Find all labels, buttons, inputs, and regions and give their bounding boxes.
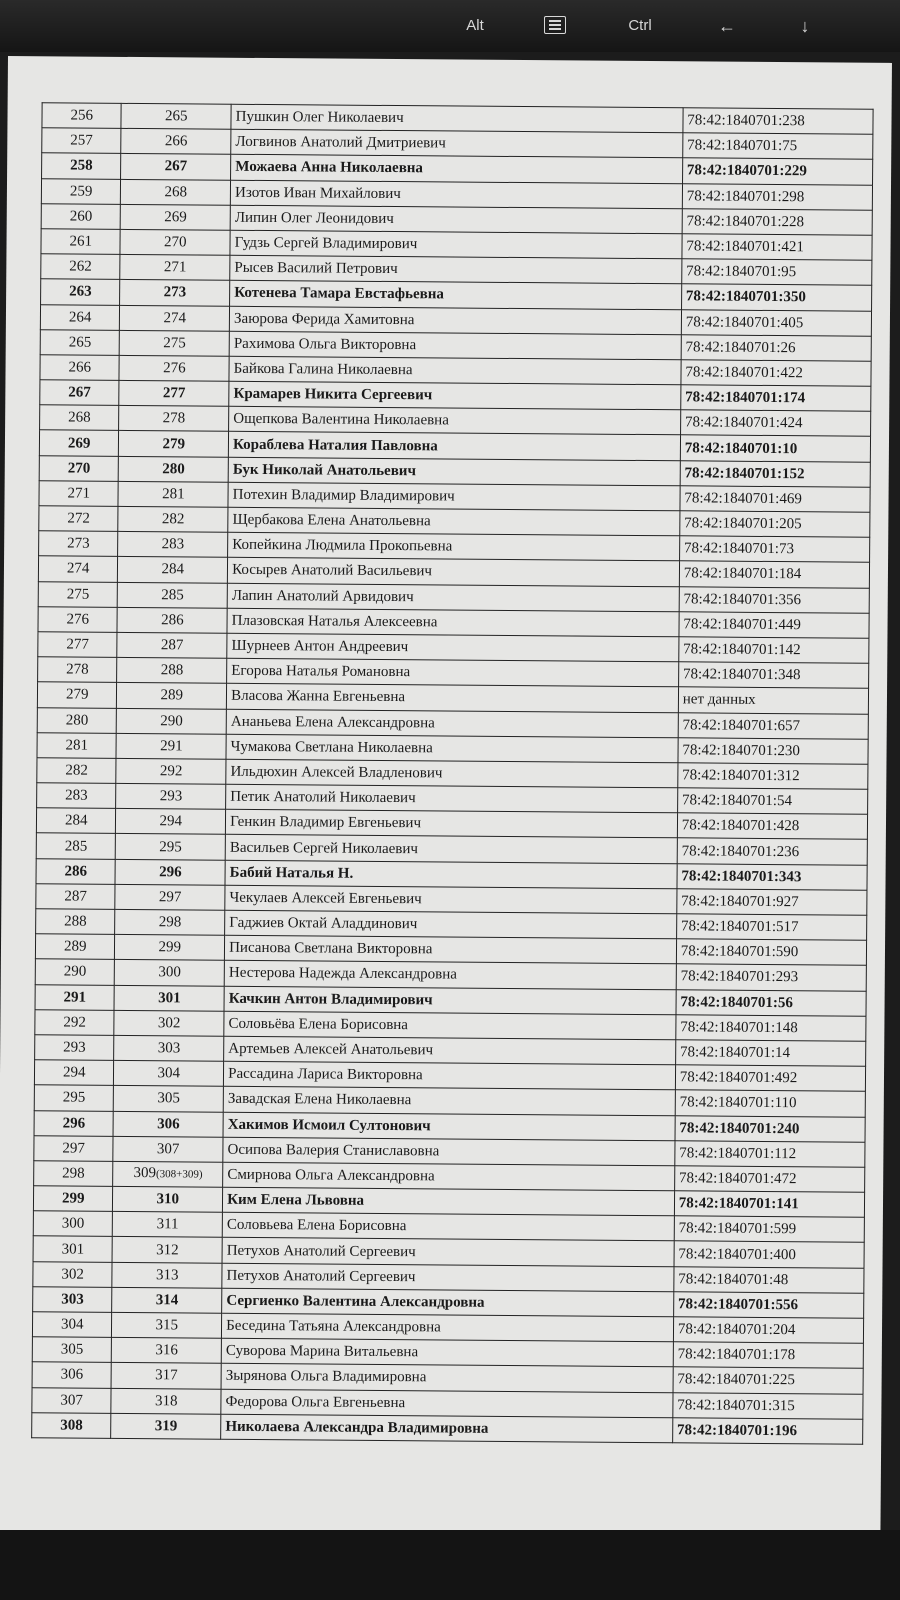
row-index-cell: 283 <box>37 783 117 809</box>
alt-key: Alt <box>466 17 484 34</box>
cadastral-number-cell: 78:42:1840701:110 <box>675 1090 865 1117</box>
cadastral-number-cell: 78:42:1840701:14 <box>675 1040 865 1067</box>
owner-name-cell: Ким Елена Львовна <box>223 1187 675 1216</box>
row-index-cell: 258 <box>42 153 122 179</box>
row-index-cell: 308 <box>32 1412 112 1438</box>
owner-name-cell: Чекулаев Алексей Евгеньевич <box>225 885 677 914</box>
plot-number-cell: 276 <box>119 355 229 381</box>
owner-name-cell: Рассадина Лариса Викторовна <box>224 1061 676 1090</box>
row-index-cell: 278 <box>38 657 118 683</box>
owner-name-cell: Писанова Светлана Викторовна <box>225 935 677 964</box>
plot-number-cell: 281 <box>118 481 228 507</box>
background-surface <box>0 1530 900 1600</box>
owner-name-cell: Хакимов Исмоил Султонович <box>223 1112 675 1141</box>
cadastral-number-cell: нет данных <box>678 687 868 714</box>
cadastral-number-cell: 78:42:1840701:48 <box>674 1266 864 1293</box>
cadastral-number-cell: 78:42:1840701:54 <box>677 788 867 815</box>
row-index-cell: 275 <box>38 581 118 607</box>
row-index-cell: 298 <box>34 1161 114 1187</box>
row-index-cell: 296 <box>34 1110 114 1136</box>
arrow-down-key: ↓ <box>800 16 810 36</box>
owner-name-cell: Кораблева Наталия Павловна <box>228 432 680 461</box>
plot-number-cell: 277 <box>119 380 229 406</box>
owner-name-cell: Качкин Антон Владимирович <box>224 986 676 1015</box>
cadastral-number-cell: 78:42:1840701:405 <box>681 309 871 336</box>
cadastral-number-cell: 78:42:1840701:152 <box>680 460 870 487</box>
owner-name-cell: Нестерова Надежда Александровна <box>224 961 676 990</box>
plot-number-cell: 297 <box>115 884 225 910</box>
cadastral-number-cell: 78:42:1840701:230 <box>678 737 868 764</box>
cadastral-number-cell: 78:42:1840701:298 <box>682 183 872 210</box>
cadastral-number-cell: 78:42:1840701:348 <box>678 662 868 689</box>
owner-name-cell: Смирнова Ольга Александровна <box>223 1162 675 1191</box>
cadastral-number-cell: 78:42:1840701:312 <box>678 763 868 790</box>
row-index-cell: 301 <box>33 1236 113 1262</box>
owner-name-cell: Беседина Татьяна Александровна <box>222 1313 674 1342</box>
plot-number-cell: 290 <box>117 708 227 734</box>
plot-number-cell: 268 <box>121 179 231 205</box>
plot-number-cell: 316 <box>112 1338 222 1364</box>
cadastral-number-cell: 78:42:1840701:10 <box>680 435 870 462</box>
plot-number-cell: 303 <box>114 1035 224 1061</box>
owner-name-cell: Щербакова Елена Анатольевна <box>228 507 680 536</box>
plot-number-cell: 275 <box>120 330 230 356</box>
owner-name-cell: Лапин Анатолий Арвидович <box>227 583 679 612</box>
cadastral-number-cell: 78:42:1840701:424 <box>680 410 870 437</box>
plot-number-cell: 278 <box>119 406 229 432</box>
plot-number-cell: 283 <box>118 532 228 558</box>
plot-number-cell: 307 <box>113 1136 223 1162</box>
cadastral-number-cell: 78:42:1840701:148 <box>676 1015 866 1042</box>
row-index-cell: 289 <box>35 934 115 960</box>
owner-name-cell: Соловьёва Елена Борисовна <box>224 1011 676 1040</box>
cadastral-number-cell: 78:42:1840701:236 <box>677 838 867 865</box>
owner-name-cell: Пушкин Олег Николаевич <box>231 104 683 133</box>
owner-name-cell: Ощепкова Валентина Николаевна <box>229 406 681 435</box>
cadastral-number-cell: 78:42:1840701:590 <box>676 939 866 966</box>
plot-number-cell: 287 <box>117 632 227 658</box>
plot-number-cell: 288 <box>117 658 227 684</box>
plot-number-cell: 289 <box>117 683 227 709</box>
cadastral-number-cell: 78:42:1840701:238 <box>683 108 873 135</box>
plot-number-cell: 309(308+309) <box>113 1161 223 1187</box>
cadastral-number-cell: 78:42:1840701:517 <box>676 914 866 941</box>
owner-name-cell: Сергиенко Валентина Александровна <box>222 1288 674 1317</box>
row-index-cell: 271 <box>39 481 119 507</box>
row-index-cell: 256 <box>42 103 122 129</box>
owner-name-cell: Васильев Сергей Николаевич <box>225 835 677 864</box>
owner-name-cell: Липин Олег Леонидович <box>230 205 682 234</box>
plot-number-cell: 292 <box>116 758 226 784</box>
cadastral-number-cell: 78:42:1840701:141 <box>674 1191 864 1218</box>
cadastral-number-cell: 78:42:1840701:196 <box>672 1418 862 1445</box>
owner-name-cell: Косырев Анатолий Васильевич <box>227 558 679 587</box>
plot-number-cell: 319 <box>111 1413 221 1439</box>
owner-name-cell: Плазовская Наталья Алексеевна <box>227 608 679 637</box>
owner-name-cell: Гудзь Сергей Владимирович <box>230 230 682 259</box>
owner-name-cell: Петик Анатолий Николаевич <box>226 784 678 813</box>
row-index-cell: 268 <box>40 405 120 431</box>
row-index-cell: 293 <box>35 1035 115 1061</box>
owner-name-cell: Чумакова Светлана Николаевна <box>226 734 678 763</box>
plot-number-cell: 294 <box>116 809 226 835</box>
cadastral-number-cell: 78:42:1840701:229 <box>682 158 872 185</box>
row-index-cell: 274 <box>38 556 118 582</box>
owner-name-cell: Рахимова Ольга Викторовна <box>229 331 681 360</box>
cadastral-number-cell: 78:42:1840701:449 <box>679 612 869 639</box>
row-index-cell: 295 <box>34 1085 114 1111</box>
owner-name-cell: Бук Николай Анатольевич <box>228 457 680 486</box>
row-index-cell: 262 <box>41 254 121 280</box>
menu-key-icon <box>540 12 570 40</box>
row-index-cell: 287 <box>36 884 116 910</box>
row-index-cell: 280 <box>37 707 117 733</box>
plot-number-cell: 267 <box>121 154 231 180</box>
owner-name-cell: Николаева Александра Владимировна <box>221 1414 673 1443</box>
row-index-cell: 300 <box>33 1211 113 1237</box>
cadastral-number-cell: 78:42:1840701:599 <box>674 1216 864 1243</box>
row-index-cell: 305 <box>32 1337 112 1363</box>
merged-plots-note: (308+309) <box>155 1168 203 1182</box>
cadastral-number-cell: 78:42:1840701:112 <box>675 1140 865 1167</box>
row-index-cell: 259 <box>41 178 121 204</box>
cadastral-number-cell: 78:42:1840701:228 <box>682 209 872 236</box>
plot-number-cell: 301 <box>114 985 224 1011</box>
row-index-cell: 273 <box>39 531 119 557</box>
cadastral-number-cell: 78:42:1840701:422 <box>681 360 871 387</box>
cadastral-number-cell: 78:42:1840701:492 <box>675 1065 865 1092</box>
row-index-cell: 261 <box>41 229 121 255</box>
row-index-cell: 270 <box>39 455 119 481</box>
plot-number-cell: 284 <box>118 557 228 583</box>
row-index-cell: 297 <box>34 1135 114 1161</box>
owners-table <box>31 102 873 1444</box>
owner-name-cell: Осипова Валерия Станиславовна <box>223 1137 675 1166</box>
row-index-cell: 284 <box>36 808 116 834</box>
cadastral-number-cell: 78:42:1840701:204 <box>673 1317 863 1344</box>
row-index-cell: 264 <box>40 304 120 330</box>
owner-name-cell: Гаджиев Октай Аладдинович <box>225 910 677 939</box>
plot-number-cell: 273 <box>120 280 230 306</box>
plot-number-cell: 280 <box>119 456 229 482</box>
cadastral-number-cell: 78:42:1840701:421 <box>682 234 872 261</box>
plot-number-cell: 315 <box>112 1312 222 1338</box>
owner-name-cell: Логвинов Анатолий Дмитриевич <box>231 129 683 158</box>
plot-number-cell: 310 <box>113 1186 223 1212</box>
cadastral-number-cell: 78:42:1840701:315 <box>673 1392 863 1419</box>
owner-name-cell: Федорова Ольга Евгеньевна <box>221 1389 673 1418</box>
row-index-cell: 286 <box>36 858 116 884</box>
row-index-cell: 294 <box>34 1060 114 1086</box>
plot-number-cell: 314 <box>112 1287 222 1313</box>
owner-name-cell: Потехин Владимир Владимирович <box>228 482 680 511</box>
cadastral-number-cell: 78:42:1840701:142 <box>679 637 869 664</box>
row-index-cell: 282 <box>37 758 117 784</box>
owner-name-cell: Заюрова Ферида Хамитовна <box>229 306 681 335</box>
row-index-cell: 307 <box>32 1387 112 1413</box>
owner-name-cell: Рысев Василий Петрович <box>230 255 682 284</box>
row-index-cell: 290 <box>35 959 115 985</box>
cadastral-number-cell: 78:42:1840701:178 <box>673 1342 863 1369</box>
row-index-cell: 269 <box>39 430 119 456</box>
cadastral-number-cell: 78:42:1840701:556 <box>673 1292 863 1319</box>
row-index-cell: 260 <box>41 204 121 230</box>
cadastral-number-cell: 78:42:1840701:657 <box>678 712 868 739</box>
row-index-cell: 263 <box>41 279 121 305</box>
plot-number-cell: 279 <box>119 431 229 457</box>
owner-name-cell: Егорова Наталья Романовна <box>227 658 679 687</box>
owner-name-cell: Соловьева Елена Борисовна <box>222 1212 674 1241</box>
owner-name-cell: Изотов Иван Михайлович <box>230 180 682 209</box>
plot-number-cell: 293 <box>116 783 226 809</box>
plot-number-cell: 271 <box>120 255 230 281</box>
row-index-cell: 281 <box>37 732 117 758</box>
owner-name-cell: Бабий Наталья Н. <box>225 860 677 889</box>
row-index-cell: 266 <box>40 355 120 381</box>
row-index-cell: 291 <box>35 984 115 1010</box>
row-index-cell: 292 <box>35 1009 115 1035</box>
cadastral-number-cell: 78:42:1840701:75 <box>683 133 873 160</box>
cadastral-number-cell: 78:42:1840701:469 <box>680 486 870 513</box>
row-index-cell: 288 <box>36 909 116 935</box>
row-index-cell: 304 <box>32 1312 112 1338</box>
row-index-cell: 267 <box>40 380 120 406</box>
plot-number-cell: 295 <box>116 834 226 860</box>
owner-name-cell: Крамарев Никита Сергеевич <box>229 381 681 410</box>
plot-number-cell: 304 <box>114 1060 224 1086</box>
cadastral-number-cell: 78:42:1840701:350 <box>681 284 871 311</box>
table-row <box>32 1412 863 1444</box>
row-index-cell: 257 <box>42 128 122 154</box>
plot-number-cell: 311 <box>113 1212 223 1238</box>
owner-name-cell: Завадская Елена Николаевна <box>223 1087 675 1116</box>
cadastral-number-cell: 78:42:1840701:428 <box>677 813 867 840</box>
plot-number-cell: 265 <box>121 103 231 129</box>
cadastral-number-cell: 78:42:1840701:56 <box>676 989 866 1016</box>
owner-name-cell: Власова Жанна Евгеньевна <box>227 684 679 713</box>
row-index-cell: 277 <box>38 632 118 658</box>
row-index-cell: 306 <box>32 1362 112 1388</box>
row-index-cell: 279 <box>37 682 117 708</box>
cadastral-number-cell: 78:42:1840701:293 <box>676 964 866 991</box>
plot-number-cell: 312 <box>113 1237 223 1263</box>
plot-number-cell: 313 <box>112 1262 222 1288</box>
owner-name-cell: Генкин Владимир Евгеньевич <box>226 809 678 838</box>
row-index-cell: 302 <box>33 1261 113 1287</box>
plot-number-cell: 266 <box>121 129 231 155</box>
owner-name-cell: Можаева Анна Николаевна <box>231 155 683 184</box>
plot-number-cell: 270 <box>120 229 230 255</box>
plot-number-cell: 274 <box>120 305 230 331</box>
arrow-left-key: ← <box>718 16 736 36</box>
cadastral-number-cell: 78:42:1840701:174 <box>681 385 871 412</box>
owner-name-cell: Петухов Анатолий Сергеевич <box>222 1263 674 1292</box>
owner-name-cell: Ильдюхин Алексей Владленович <box>226 759 678 788</box>
owner-name-cell: Артемьев Алексей Анатольевич <box>224 1036 676 1065</box>
cadastral-number-cell: 78:42:1840701:343 <box>677 863 867 890</box>
plot-number-cell: 317 <box>112 1363 222 1389</box>
cadastral-number-cell: 78:42:1840701:927 <box>677 889 867 916</box>
cadastral-number-cell: 78:42:1840701:356 <box>679 586 869 613</box>
row-index-cell: 299 <box>33 1186 113 1212</box>
owner-name-cell: Суворова Марина Витальевна <box>221 1338 673 1367</box>
plot-number-cell: 299 <box>115 935 225 961</box>
plot-number-cell: 306 <box>113 1111 223 1137</box>
owner-name-cell: Ананьева Елена Александровна <box>226 709 678 738</box>
plot-number-cell: 302 <box>114 1010 224 1036</box>
cadastral-number-cell: 78:42:1840701:184 <box>679 561 869 588</box>
plot-number-cell: 296 <box>115 859 225 885</box>
owner-name-cell: Копейкина Людмила Прокопьевна <box>228 532 680 561</box>
ctrl-key: Ctrl <box>628 17 652 34</box>
owner-name-cell: Шурнеев Антон Андреевич <box>227 633 679 662</box>
plot-number-cell: 300 <box>115 960 225 986</box>
owner-name-cell: Байкова Галина Николаевна <box>229 356 681 385</box>
plot-number-cell: 282 <box>118 506 228 532</box>
plot-number-cell: 291 <box>116 733 226 759</box>
cadastral-number-cell: 78:42:1840701:205 <box>680 511 870 538</box>
row-index-cell: 285 <box>36 833 116 859</box>
owner-name-cell: Петухов Анатолий Сергеевич <box>222 1238 674 1267</box>
cadastral-number-cell: 78:42:1840701:95 <box>682 259 872 286</box>
plot-number-cell: 318 <box>111 1388 221 1414</box>
cadastral-number-cell: 78:42:1840701:400 <box>674 1241 864 1268</box>
plot-number-cell: 286 <box>117 607 227 633</box>
cadastral-number-cell: 78:42:1840701:225 <box>673 1367 863 1394</box>
plot-number-cell: 269 <box>121 204 231 230</box>
row-index-cell: 303 <box>33 1287 113 1313</box>
owner-name-cell: Зырянова Ольга Владимировна <box>221 1364 673 1393</box>
cadastral-number-cell: 78:42:1840701:26 <box>681 334 871 361</box>
cadastral-number-cell: 78:42:1840701:472 <box>674 1166 864 1193</box>
plot-number-cell: 285 <box>118 582 228 608</box>
plot-number-cell: 298 <box>115 909 225 935</box>
cadastral-number-cell: 78:42:1840701:73 <box>679 536 869 563</box>
cadastral-number-cell: 78:42:1840701:240 <box>675 1115 865 1142</box>
paper-sheet <box>0 56 892 1543</box>
keyboard-bar <box>0 0 900 52</box>
owner-name-cell: Котенева Тамара Евстафьевна <box>230 281 682 310</box>
row-index-cell: 272 <box>39 506 119 532</box>
row-index-cell: 265 <box>40 329 120 355</box>
row-index-cell: 276 <box>38 607 118 633</box>
plot-number-cell: 305 <box>114 1086 224 1112</box>
